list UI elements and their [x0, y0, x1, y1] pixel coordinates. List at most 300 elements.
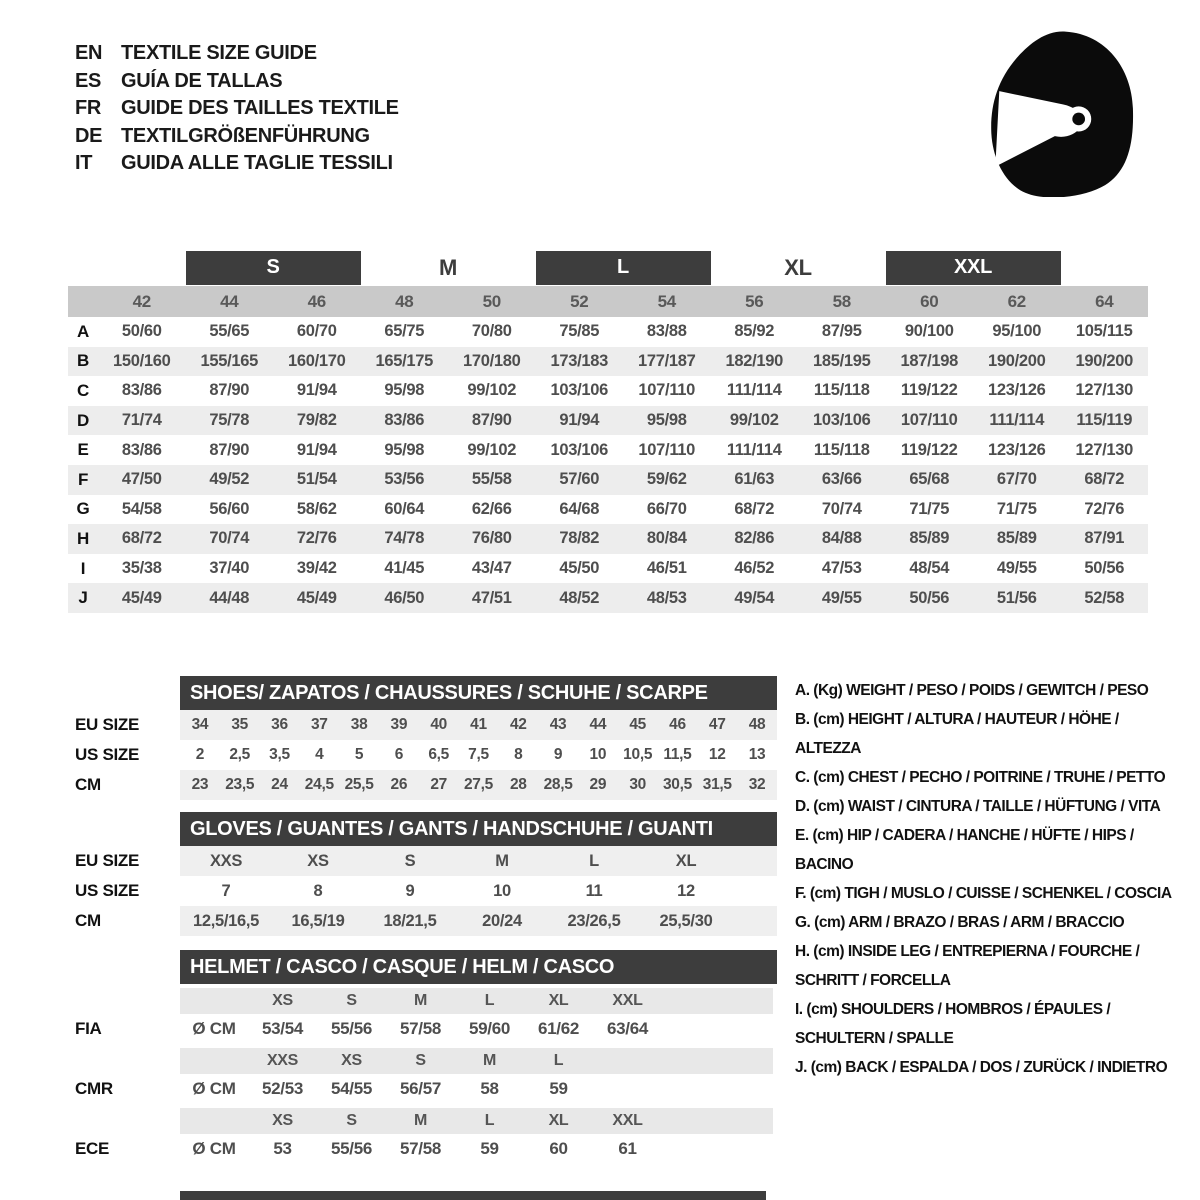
size-cell: 74/78: [384, 529, 425, 548]
size-cell: 59: [480, 1139, 499, 1158]
size-cell: 48/53: [646, 588, 687, 607]
size-cell: 50/60: [121, 322, 162, 341]
size-cell: 107/110: [900, 411, 958, 430]
gloves-title-row: [68, 812, 778, 846]
language-code: IT: [75, 152, 93, 174]
table-row: [68, 347, 1148, 377]
size-cell: 87/90: [209, 381, 250, 400]
helmet-title-bar: HELMET / CASCO / CASQUE / HELM / CASCO: [180, 950, 777, 984]
size-cell: 61/63: [734, 470, 775, 489]
size-cell: 87/91: [1084, 529, 1125, 548]
size-cell: 43/47: [471, 559, 512, 578]
size-column-header: S: [415, 1052, 426, 1069]
size-cell: 30: [629, 776, 646, 793]
table-row: [68, 317, 1148, 347]
size-cell: XXS: [209, 851, 243, 870]
measurement-legend: [795, 676, 1187, 1082]
size-cell: 95/98: [384, 381, 425, 400]
size-cell: 95/98: [384, 440, 425, 459]
legend-item: E. (cm) HIP / CADERA / HANCHE / HÜFTE / HIPS / BACINO: [795, 827, 1134, 873]
size-cell: 47: [708, 716, 726, 733]
size-cell: 48: [748, 716, 766, 733]
size-cell: 111/114: [726, 440, 782, 459]
table-row: [68, 406, 1148, 436]
size-cell: 103/106: [550, 440, 609, 459]
row-label: CM: [75, 911, 101, 930]
size-column-header: 58: [832, 291, 851, 311]
size-cell: 115/118: [813, 381, 870, 400]
size-cell: 84/88: [821, 529, 862, 548]
size-cell: 6,5: [428, 746, 449, 763]
size-cell: 85/89: [909, 529, 950, 548]
size-cell: 16,5/19: [291, 911, 345, 930]
row-cells: [180, 770, 777, 800]
size-cell: 31,5: [702, 776, 732, 793]
size-cell: 127/130: [1075, 381, 1134, 400]
size-cell: 87/95: [821, 322, 862, 341]
size-group-S: [186, 249, 361, 286]
size-column-header: XXS: [266, 1052, 299, 1069]
cropped-section-bar: [180, 1191, 766, 1200]
size-cell: 23,5: [225, 776, 255, 793]
size-cell: 11: [585, 881, 603, 900]
table-row: [68, 710, 778, 740]
size-cell: 58/62: [296, 499, 337, 518]
size-cell: 28,5: [543, 776, 573, 793]
size-column-header: XXL: [612, 992, 643, 1009]
size-cell: 83/86: [121, 440, 162, 459]
size-cell: 72/76: [1084, 499, 1125, 518]
language-code: ES: [75, 69, 102, 92]
language-title-list: [75, 40, 399, 178]
row-letter: G: [76, 499, 90, 519]
table-row: [68, 846, 778, 876]
size-cell: L: [589, 851, 599, 870]
size-cell: 58: [480, 1079, 499, 1098]
shoes-size-table: [68, 676, 778, 800]
size-cell: 49/52: [209, 470, 250, 489]
legend-item: F. (cm) TIGH / MUSLO / CUISSE / SCHENKEL / COSCIA: [795, 885, 1172, 902]
size-cell: 34: [191, 716, 209, 733]
legend-item: C. (cm) CHEST / PECHO / POITRINE / TRUHE / PETTO: [795, 769, 1166, 786]
size-column-header: L: [553, 1052, 564, 1069]
language-title: GUÍA DE TALLAS: [121, 69, 283, 92]
size-column-header: 50: [482, 291, 501, 311]
size-cell: 68/72: [1084, 470, 1125, 489]
size-cell: 43: [549, 716, 567, 733]
size-cell: 75/78: [209, 411, 250, 430]
size-cell: 46/50: [384, 588, 425, 607]
size-cell: 115/119: [1076, 411, 1133, 430]
helmet-size-header-row: [68, 1044, 778, 1074]
language-title: TEXTILE SIZE GUIDE: [121, 42, 317, 64]
size-cell: 52/58: [1084, 588, 1125, 607]
size-group-label: S: [186, 251, 361, 285]
legend-item: A. (Kg) WEIGHT / PESO / POIDS / GEWITCH / PESO: [795, 682, 1149, 699]
size-column-header: M: [482, 1052, 497, 1069]
size-group-XXL: [886, 249, 1061, 286]
size-cell: 46: [669, 716, 686, 733]
group-spacer: [1061, 249, 1149, 286]
size-cell: 61: [618, 1139, 637, 1158]
row-label: US SIZE: [75, 881, 140, 900]
size-cell: 103/106: [812, 411, 871, 430]
row-cells: [180, 906, 777, 936]
shoes-title-row: [68, 676, 778, 710]
table-row: [68, 554, 1148, 584]
size-cell: 32: [748, 776, 766, 793]
size-cell: 71/75: [996, 499, 1037, 518]
size-cell: 46/52: [734, 559, 775, 578]
size-cell: 60: [549, 1139, 568, 1158]
size-column-header: XS: [341, 1052, 362, 1069]
helmet-size-header-row: [68, 984, 778, 1014]
size-cell: 53/54: [261, 1019, 304, 1038]
row-label: [68, 984, 180, 1014]
shoes-title-bar: SHOES/ ZAPATOS / CHAUSSURES / SCHUHE / SCARPE: [180, 676, 777, 710]
size-cell: 70/74: [209, 529, 250, 548]
language-title: TEXTILGRÖßENFÜHRUNG: [121, 124, 370, 147]
size-cell: 47/51: [471, 588, 512, 607]
row-cells: [180, 846, 777, 876]
size-column-header: XS: [272, 992, 293, 1009]
size-cell: 99/102: [467, 440, 517, 459]
size-cell: 51/54: [296, 470, 337, 489]
size-cell: 55/56: [330, 1139, 373, 1158]
size-cell: 12: [677, 881, 695, 900]
size-cell: 41/45: [384, 559, 425, 578]
language-row: [75, 40, 399, 68]
size-cell: 59: [549, 1079, 568, 1098]
size-column-header: S: [346, 992, 357, 1009]
size-cell: 68/72: [121, 529, 162, 548]
row-letter: J: [78, 588, 88, 608]
table-row: [68, 376, 1148, 406]
size-cell: 56/57: [399, 1079, 442, 1098]
row-letter: H: [77, 528, 89, 548]
gloves-table-body: [68, 846, 778, 936]
size-cell: 30,5: [662, 776, 692, 793]
size-cell: 85/89: [996, 529, 1037, 548]
size-cell: 54/55: [330, 1079, 373, 1098]
size-cell: 66/70: [646, 499, 687, 518]
size-cell: 49/55: [996, 559, 1037, 578]
size-group-L: [536, 249, 711, 286]
size-cell: 99/102: [729, 411, 779, 430]
language-row: [75, 150, 399, 178]
size-cell: 45/49: [121, 588, 162, 607]
row-cells: [180, 988, 773, 1014]
size-cell: 190/200: [987, 351, 1046, 370]
size-cell: 190/200: [1075, 351, 1134, 370]
size-group-XL: XL: [784, 254, 812, 280]
size-cell: 127/130: [1075, 440, 1134, 459]
size-cell: 71/75: [909, 499, 950, 518]
size-column-header: 64: [1095, 291, 1114, 311]
shoes-table-body: [68, 710, 778, 800]
size-cell: 9: [405, 881, 415, 900]
size-cell: S: [404, 851, 416, 870]
size-cell: 173/183: [550, 351, 609, 370]
table-row: [68, 876, 778, 906]
size-cell: 49/54: [734, 588, 775, 607]
helmet-size-table: [68, 950, 778, 1164]
size-group-M: M: [438, 254, 458, 280]
size-cell: 115/118: [813, 440, 870, 459]
size-cell: 2: [195, 746, 205, 763]
size-cell: 37/40: [209, 559, 250, 578]
size-cell: 48/52: [559, 588, 600, 607]
size-cell: 55/58: [471, 470, 512, 489]
size-cell: 5: [354, 746, 364, 763]
row-cells: [180, 710, 777, 740]
size-cell: 11,5: [663, 746, 692, 763]
size-cell: 56/60: [209, 499, 250, 518]
size-cell: 82/86: [734, 529, 775, 548]
gloves-title-bar: GLOVES / GUANTES / GANTS / HANDSCHUHE / GUANTI: [180, 812, 777, 846]
table-row: [68, 770, 778, 800]
size-cell: 123/126: [987, 381, 1046, 400]
row-letter: A: [77, 321, 89, 341]
size-cell: XL: [675, 851, 697, 870]
size-cell: 10,5: [623, 746, 653, 763]
standard-label: FIA: [75, 1019, 102, 1038]
row-label: [68, 812, 180, 846]
row-letter: C: [77, 380, 89, 400]
size-group-label: L: [536, 251, 711, 285]
size-cell: 2,5: [229, 746, 251, 763]
size-column-header: M: [413, 1112, 428, 1129]
size-column-header: 48: [395, 291, 414, 311]
standard-label: ECE: [75, 1139, 110, 1158]
table-row: [68, 435, 1148, 465]
size-cell: 52/53: [261, 1079, 304, 1098]
row-label: EU SIZE: [75, 851, 140, 870]
size-cell: 39/42: [296, 559, 337, 578]
size-cell: 59/62: [646, 470, 687, 489]
size-column-header: 62: [1007, 291, 1026, 311]
textile-size-table: [68, 249, 1148, 613]
row-cells: [180, 1134, 773, 1164]
size-cell: 91/94: [296, 381, 337, 400]
size-cell: 39: [390, 716, 408, 733]
size-cell: 13: [748, 746, 766, 763]
size-cell: 25,5/30: [659, 911, 713, 930]
size-column-header: 42: [132, 291, 151, 311]
size-column-header: 52: [570, 291, 589, 311]
language-row: [75, 68, 399, 96]
size-column-header: M: [413, 992, 428, 1009]
size-cell: 36: [271, 716, 288, 733]
row-cells: [180, 740, 777, 770]
size-cell: 49/55: [821, 588, 862, 607]
size-cell: 10: [589, 746, 607, 763]
size-cell: 7,5: [468, 746, 489, 763]
size-cell: 187/198: [900, 351, 959, 370]
language-code: EN: [75, 42, 103, 64]
table-row: [68, 1014, 778, 1044]
standard-label: CMR: [75, 1079, 113, 1098]
size-cell: 27: [430, 776, 447, 793]
legend-item: G. (cm) ARM / BRAZO / BRAS / ARM / BRACCIO: [795, 914, 1125, 931]
size-cell: 70/80: [471, 322, 512, 341]
table-row: [68, 524, 1148, 554]
size-cell: 155/165: [200, 351, 259, 370]
table-row: [68, 465, 1148, 495]
legend-item: H. (cm) INSIDE LEG / ENTREPIERNA / FOURCHE / SCHRITT / FORCELLA: [795, 943, 1140, 989]
size-cell: 90/100: [904, 322, 954, 341]
size-cell: 23: [191, 776, 209, 793]
size-cell: 71/74: [121, 411, 162, 430]
legend-item: I. (cm) SHOULDERS / HOMBROS / ÉPAULES / SCHULTERN / SPALLE: [795, 1001, 1111, 1047]
size-column-header: XL: [548, 992, 569, 1009]
size-cell: 99/102: [467, 381, 517, 400]
row-letter: B: [77, 351, 89, 371]
legend-item: B. (cm) HEIGHT / ALTURA / HAUTEUR / HÖHE / ALTEZZA: [795, 711, 1119, 757]
size-cell: 119/122: [900, 440, 958, 459]
size-number-row: [68, 286, 1148, 317]
size-cell: 60/70: [296, 322, 337, 341]
size-cell: 38: [350, 716, 368, 733]
size-cell: 26: [390, 776, 408, 793]
size-column-header: 56: [745, 291, 764, 311]
size-column-header: L: [484, 992, 495, 1009]
language-code: FR: [75, 97, 102, 119]
size-cell: 85/92: [734, 322, 775, 341]
size-cell: 24,5: [304, 776, 334, 793]
size-cell: 60/64: [384, 499, 425, 518]
size-cell: 57/58: [399, 1019, 442, 1038]
size-cell: 47/50: [121, 470, 162, 489]
size-cell: 107/110: [638, 381, 696, 400]
language-code: DE: [75, 124, 103, 147]
size-cell: 50/56: [909, 588, 950, 607]
size-cell: 59/60: [468, 1019, 511, 1038]
size-cell: 64/68: [559, 499, 600, 518]
size-cell: 23/26,5: [567, 911, 621, 930]
size-cell: 48/54: [909, 559, 950, 578]
legend-item: J. (cm) BACK / ESPALDA / DOS / ZURÜCK / INDIETRO: [795, 1059, 1168, 1076]
size-cell: 83/86: [121, 381, 162, 400]
helmet-table-body: [68, 984, 778, 1164]
size-column-header: 60: [920, 291, 939, 311]
size-cell: 18/21,5: [383, 911, 437, 930]
size-column-header: L: [484, 1112, 495, 1129]
size-cell: 103/106: [550, 381, 609, 400]
size-cell: 6: [394, 746, 404, 763]
language-title: GUIDA ALLE TAGLIE TESSILI: [121, 152, 393, 174]
row-cells: [180, 1108, 773, 1134]
row-label: [68, 676, 180, 710]
gloves-size-table: [68, 812, 778, 936]
size-cell: 50/56: [1084, 559, 1125, 578]
size-cell: 44/48: [209, 588, 250, 607]
size-cell: 7: [221, 881, 231, 900]
size-cell: 37: [310, 716, 328, 733]
size-cell: 80/84: [646, 529, 687, 548]
size-cell: 70/74: [821, 499, 862, 518]
row-letter: F: [77, 469, 89, 489]
size-cell: 12: [708, 746, 726, 763]
language-title: GUIDE DES TAILLES TEXTILE: [121, 97, 399, 119]
row-cells: [180, 1014, 773, 1044]
size-cell: 119/122: [900, 381, 958, 400]
size-cell: 150/160: [112, 351, 171, 370]
size-cell: 67/70: [996, 470, 1037, 489]
size-cell: 55/65: [209, 322, 250, 341]
size-cell: 83/86: [384, 411, 425, 430]
row-label: CM: [75, 775, 101, 794]
size-cell: 46/51: [646, 559, 687, 578]
textile-table-body: [68, 317, 1148, 613]
row-label: [68, 950, 180, 984]
helmet-title-row: [68, 950, 778, 984]
size-cell: 44: [589, 716, 607, 733]
legend-item: D. (cm) WAIST / CINTURA / TAILLE / HÜFTUNG / VITA: [795, 798, 1161, 815]
size-column-header: XXL: [612, 1112, 643, 1129]
group-spacer: [68, 249, 98, 286]
size-cell: 91/94: [296, 440, 337, 459]
row-letter: E: [77, 440, 89, 460]
size-column-header: S: [346, 1112, 357, 1129]
size-cell: 54/58: [121, 499, 162, 518]
size-cell: 53: [273, 1139, 292, 1158]
size-cell: 41: [470, 716, 487, 733]
size-cell: 42: [509, 716, 527, 733]
size-cell: 160/170: [287, 351, 346, 370]
table-row: [68, 906, 778, 936]
size-cell: 28: [509, 776, 527, 793]
row-label: [68, 1104, 180, 1134]
size-cell: 170/180: [462, 351, 521, 370]
size-cell: 53/56: [384, 470, 425, 489]
size-cell: 78/82: [559, 529, 600, 548]
size-cell: 76/80: [471, 529, 512, 548]
size-cell: 107/110: [638, 440, 696, 459]
size-cell: 8: [313, 881, 323, 900]
size-group-row: [68, 249, 1148, 286]
size-cell: 62/66: [471, 499, 512, 518]
unit-cell: Ø CM: [192, 1079, 236, 1098]
size-column-header: XS: [272, 1112, 293, 1129]
group-spacer: [98, 249, 186, 286]
language-row: [75, 123, 399, 151]
size-cell: 91/94: [559, 411, 600, 430]
row-label: EU SIZE: [75, 715, 140, 734]
size-cell: 4: [315, 746, 324, 763]
size-column-header: XL: [548, 1112, 569, 1129]
size-cell: 57/58: [399, 1139, 442, 1158]
table-row: [68, 1134, 778, 1164]
size-cell: 79/82: [296, 411, 337, 430]
size-cell: 45/49: [296, 588, 337, 607]
size-cell: 8: [514, 746, 523, 763]
language-row: [75, 95, 399, 123]
size-cell: 3,5: [269, 746, 290, 763]
row-cells: [180, 1074, 773, 1104]
size-cell: 61/62: [537, 1019, 580, 1038]
size-cell: 95/98: [646, 411, 687, 430]
size-cell: XS: [307, 851, 329, 870]
size-cell: 27,5: [463, 776, 493, 793]
size-cell: 35/38: [121, 559, 162, 578]
size-cell: 123/126: [987, 440, 1046, 459]
size-cell: 65/75: [384, 322, 425, 341]
size-cell: 83/88: [646, 322, 687, 341]
size-cell: 47/53: [821, 559, 862, 578]
table-row: [68, 740, 778, 770]
row-label: US SIZE: [75, 745, 140, 764]
